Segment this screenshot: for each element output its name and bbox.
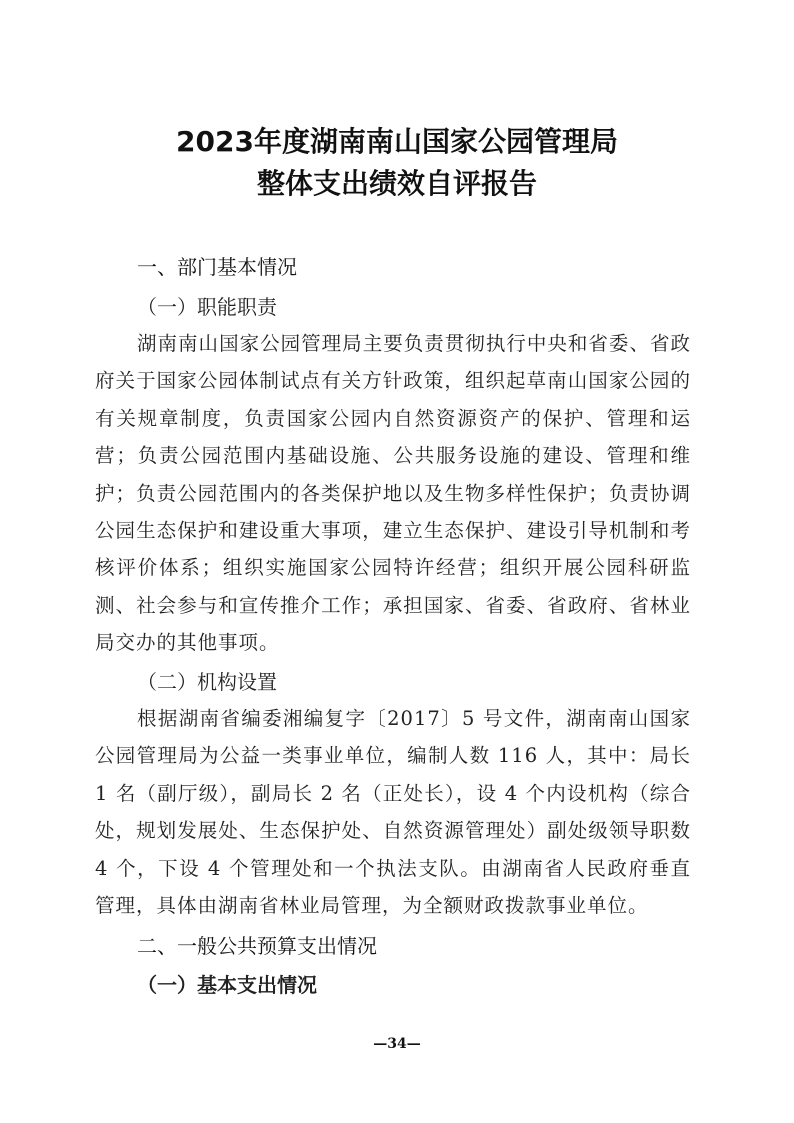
document-title-line-1: 2023年度湖南南山国家公园管理局 (176, 125, 618, 158)
page-number: —34— (373, 1036, 421, 1052)
subsection-heading-duties: （一）职能职责 (137, 295, 277, 319)
paragraph-duties: 湖南南山国家公园管理局主要负责贯彻执行中央和省委、省政府关于国家公园体制试点有关方针政策，组织起草南山国家公园的有关规章制度，负责国家公园内自然资源资产的保护、管理和运营；负责公园范围内基础设施、公共服务设施的建设、管理和维护；负责公园范围内的各类保护地以及生物多样性保护；负责协调公园生态保护和建设重大事项，建立生态保护、建设引导机制和考核评价体系；组织实施国家公园特许经营；组织开展公园科研监测、社会参与和宣传推介工作；承担国家、省委、省政府、省林业局交办的其他事项。 (95, 332, 691, 655)
document-title-line-2: 整体支出绩效自评报告 (256, 167, 537, 200)
section-heading-dept-basic-info: 一、部门基本情况 (137, 255, 297, 279)
subsection-heading-org-setup: （二）机构设置 (137, 670, 277, 694)
paragraph-org-setup: 根据湖南省编委湘编复字〔2017〕5 号文件，湖南南山国家公园管理局为公益一类事业单位，编制人数 116 人，其中：局长 1 名（副厅级），副局长 2 名（正处长），设 4 个内设机构（综合处，规划发展处、生态保护处、自然资源管理处）副处级领导职数 4 个，下设 4 个管理处和一个执法支队。由湖南省人民政府垂直管理，具体由湖南省林业局管理，为全额财政拨款事业单位。 (95, 707, 691, 918)
section-heading-budget-expenditure: 二、一般公共预算支出情况 (137, 934, 377, 958)
subsection-heading-basic-expenditure: （一）基本支出情况 (137, 973, 317, 997)
